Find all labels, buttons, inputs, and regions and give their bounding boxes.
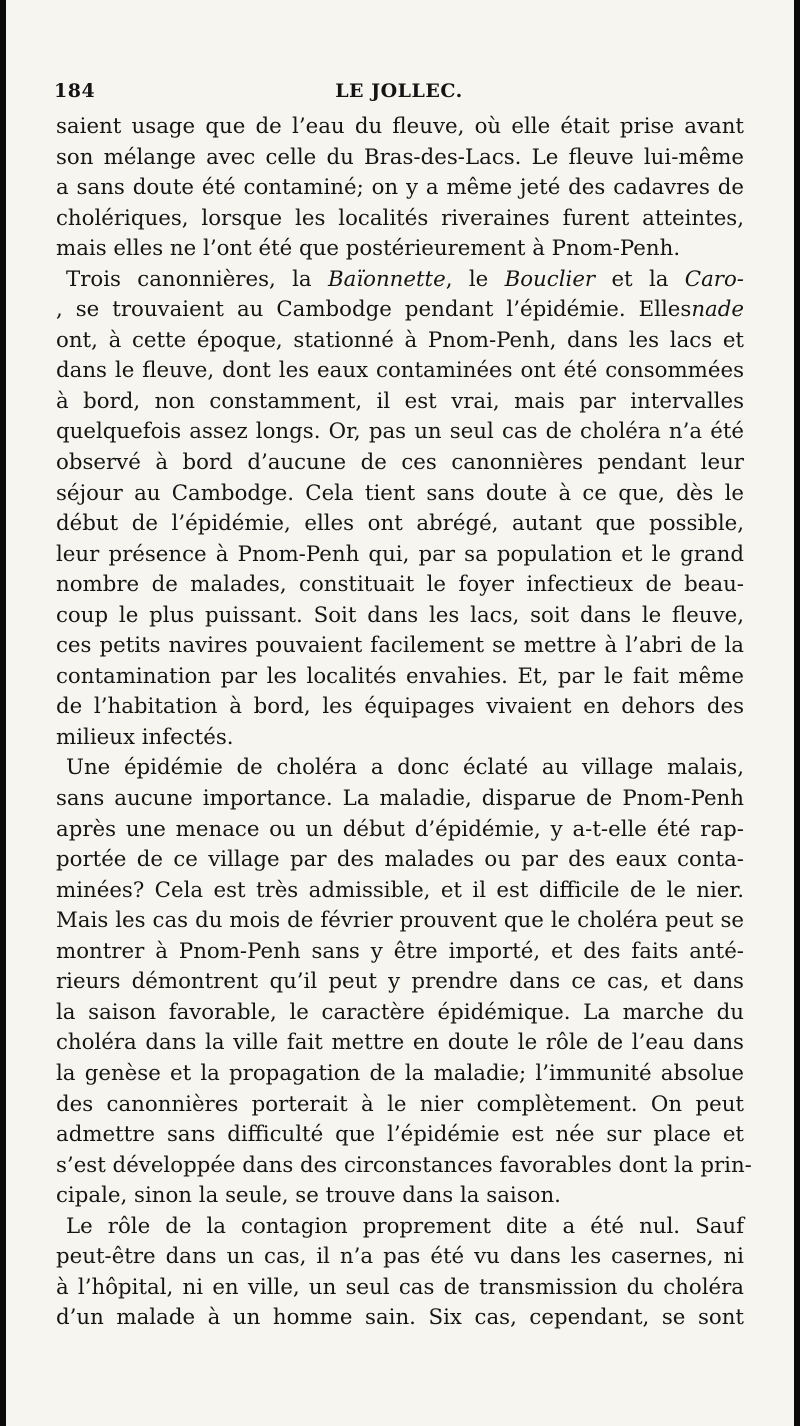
text-line: milieux infectés. xyxy=(56,724,234,750)
text-line: Mais les cas du mois de février prouvent que le choléra peut se xyxy=(56,908,744,934)
text-line: la saison favorable, le caractère épidémique. La marche du xyxy=(56,999,744,1025)
italic-ship-name: Baïonnette xyxy=(327,266,446,292)
running-head xyxy=(54,80,744,114)
text-line: peut-être dans un cas, il n’a pas été vu dans les casernes, ni xyxy=(56,1244,744,1270)
text-line: son mélange avec celle du Bras-des-Lacs. Le fleuve lui-même xyxy=(56,144,744,170)
text-line: choléra dans la ville fait mettre en doute le rôle de l’eau dans xyxy=(56,1030,744,1056)
text-line: à l’hôpital, ni en ville, un seul cas de transmission du choléra xyxy=(56,1274,744,1300)
text-line: contamination par les localités envahies. Et, par le fait même xyxy=(56,663,744,689)
text-line: d’un malade à un homme sain. Six cas, cependant, se sont xyxy=(56,1305,744,1331)
text-line: ces petits navires pouvaient facilement se mettre à l’abri de la xyxy=(56,633,744,659)
text-line: montrer à Pnom-Penh sans y être importé, et des faits anté- xyxy=(56,938,744,964)
text-line: sans aucune importance. La maladie, disparue de Pnom-Penh xyxy=(56,786,744,812)
text-line: nombre de malades, constituait le foyer infectieux de beau- xyxy=(56,572,744,598)
text-line: cipale, sinon la seule, se trouve dans la saison. xyxy=(56,1183,561,1209)
text-run: et la xyxy=(595,266,685,292)
text-line: après une menace ou un début d’épidémie, y a-t-elle été rap- xyxy=(56,816,744,842)
text-line: a sans doute été contaminé; on y a même jeté des cadavres de xyxy=(56,175,744,201)
text-line: portée de ce village par des malades ou par des eaux conta- xyxy=(56,847,744,873)
running-title: LE JOLLEC. xyxy=(335,80,463,102)
text-line: la genèse et la propagation de la maladie; l’immunité absolue xyxy=(56,1060,744,1086)
text-line: début de l’épidémie, elles ont abrégé, autant que possible, xyxy=(56,511,744,537)
text-line: dans le fleuve, dont les eaux contaminées ont été consommées xyxy=(56,358,744,384)
text-line: cholériques, lorsque les localités riveraines furent atteintes, xyxy=(56,205,744,231)
text-line: séjour au Cambodge. Cela tient sans doute à ce que, dès le xyxy=(56,480,744,506)
italic-ship-name: nade xyxy=(691,297,744,323)
text-run: , le xyxy=(445,266,505,292)
body-text xyxy=(56,112,752,1334)
text-line xyxy=(56,295,744,326)
text-line: mais elles ne l’ont été que postérieurement à Pnom-Penh. xyxy=(56,236,681,262)
text-line xyxy=(56,265,744,296)
text-line: de l’habitation à bord, les équipages vivaient en dehors des xyxy=(56,694,744,720)
text-line: coup le plus puissant. Soit dans les lacs, soit dans le fleuve, xyxy=(56,602,744,628)
text-line: ont, à cette époque, stationné à Pnom-Penh, dans les lacs et xyxy=(56,327,744,353)
text-line: Une épidémie de choléra a donc éclaté au village malais, xyxy=(66,755,744,781)
text-line: quelquefois assez longs. Or, pas un seul cas de choléra n’a été xyxy=(56,419,744,445)
text-line: Le rôle de la contagion proprement dite a été nul. Sauf xyxy=(66,1213,744,1239)
text-line: admettre sans difficulté que l’épidémie est née sur place et xyxy=(56,1122,744,1148)
page-number: 184 xyxy=(54,80,96,102)
text-line: saient usage que de l’eau du fleuve, où elle était prise avant xyxy=(56,114,744,139)
italic-ship-name: Caro- xyxy=(684,266,744,292)
text-line: s’est développée dans des circonstances favorables dont la prin- xyxy=(56,1152,752,1178)
italic-ship-name: Bouclier xyxy=(504,266,596,292)
text-run: , se trouvaient au Cambodge pendant l’épidémie. Elles xyxy=(56,297,692,323)
text-run: Trois canonnières, la xyxy=(66,266,328,292)
text-line: minées? Cela est très admissible, et il est difficile de le nier. xyxy=(56,877,744,903)
text-line: leur présence à Pnom-Penh qui, par sa population et le grand xyxy=(56,541,744,567)
text-line: observé à bord d’aucune de ces canonnières pendant leur xyxy=(56,450,744,476)
text-line: des canonnières porterait à le nier complètement. On peut xyxy=(56,1091,744,1117)
text-line: à bord, non constamment, il est vrai, mais par intervalles xyxy=(56,388,744,414)
text-line: rieurs démontrent qu’il peut y prendre dans ce cas, et dans xyxy=(56,969,744,995)
book-page xyxy=(6,0,794,1426)
